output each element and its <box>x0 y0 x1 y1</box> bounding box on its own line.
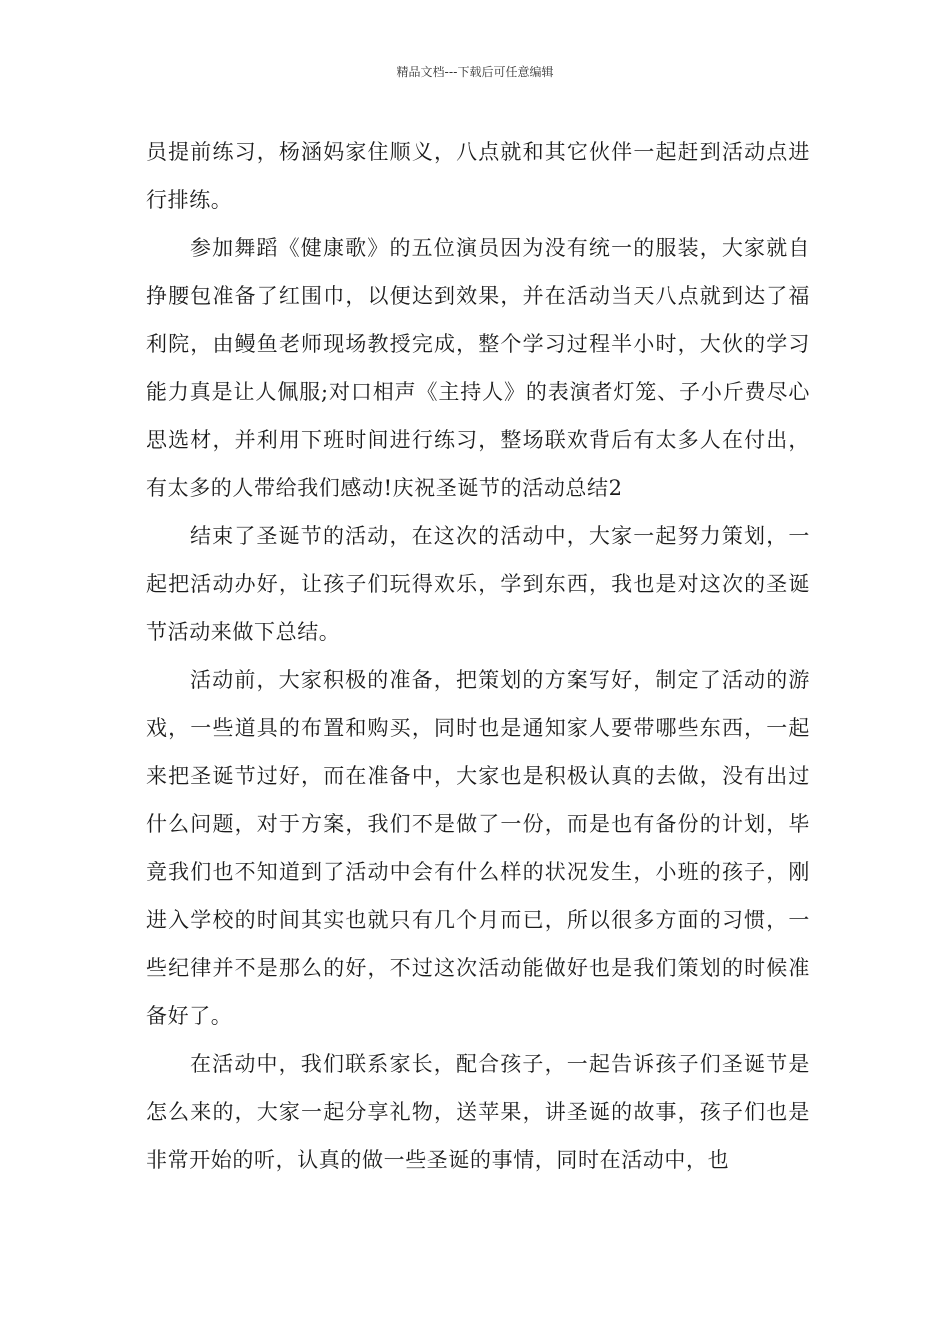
paragraph-3: 结束了圣诞节的活动，在这次的活动中，大家一起努力策划，一起把活动办好，让孩子们玩得欢乐，学到东西，我也是对这次的圣诞节活动来做下总结。 <box>146 524 810 644</box>
paragraph-1: 员提前练习，杨涵妈家住顺义，八点就和其它伙伴一起赶到活动点进行排练。 <box>146 140 810 212</box>
paragraph-2: 参加舞蹈《健康歌》的五位演员因为没有统一的服装，大家就自挣腰包准备了红围巾，以便达到效果，并在活动当天八点就到达了福利院，由鳗鱼老师现场教授完成，整个学习过程半小时，大伙的学习能力真是让人佩服;对口相声《主持人》的表演者灯笼、子小斤费尽心思选材，并利用下班时间进行练习，整场联欢背后有太多人在付出，有太多的人带给我们感动!庆祝圣诞节的活动总结2 <box>146 236 810 500</box>
paragraph-5: 在活动中，我们联系家长，配合孩子，一起告诉孩子们圣诞节是怎么来的，大家一起分享礼物，送苹果，讲圣诞的故事，孩子们也是非常开始的听，认真的做一些圣诞的事情，同时在活动中，也 <box>146 1052 810 1172</box>
page-header: 精品文档---下载后可任意编辑 <box>396 65 554 79</box>
paragraph-4: 活动前，大家积极的准备，把策划的方案写好，制定了活动的游戏，一些道具的布置和购买，同时也是通知家人要带哪些东西，一起来把圣诞节过好，而在准备中，大家也是积极认真的去做，没有出过什么问题，对于方案，我们不是做了一份，而是也有备份的计划，毕竟我们也不知道到了活动中会有什么样的状况发生，小班的孩子，刚进入学校的时间其实也就只有几个月而已，所以很多方面的习惯，一些纪律并不是那么的好，不过这次活动能做好也是我们策划的时候准备好了。 <box>146 668 810 1028</box>
document-body <box>146 128 810 1184</box>
